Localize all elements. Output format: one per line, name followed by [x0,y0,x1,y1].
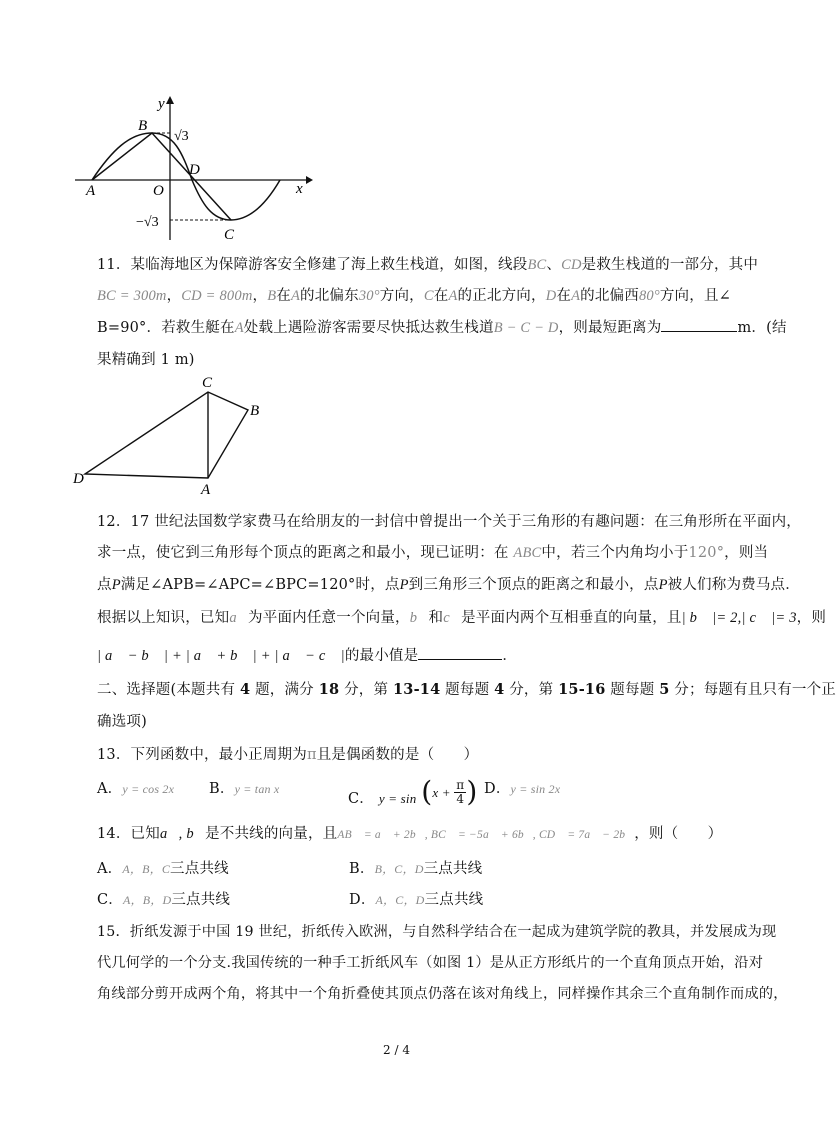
q14-text: ，则（ ） [634,826,723,842]
option-text: 三点共线 [424,892,484,908]
option-label: A． [97,781,123,797]
q13-pi: π [306,747,317,763]
q12-text: 是平面内两个互相垂直的向量，且 [461,610,682,626]
q11-a: A [290,288,301,304]
section-num: 13-14 [393,681,441,698]
q14-condition: AB⃗ = a⃗ + 2b⃗, BC⃗ = −5a⃗ + 6b⃗, CD⃗ = 7a⃗ − 2b⃗ [337,829,635,841]
option-label: B． [209,781,235,797]
section-text: 题每题 [440,682,495,698]
quad-outline [85,392,248,478]
q11-cd: CD [561,257,582,273]
page-number: 2 / 4 [383,1043,410,1057]
q12-text: 到三角形三个顶点的距离之和最小，点 [408,577,659,593]
q12-text: 的最小值是 [344,648,419,664]
q12-vec-c: c⃗ [443,610,462,626]
q11-text: 在 [433,288,449,304]
q12-line2 [97,541,768,562]
q12-text: 点 [97,577,112,593]
q11-line2 [97,284,731,305]
q11-text: 的北偏东 [300,288,359,304]
option-text: 三点共线 [423,861,483,877]
q12-text: ，则 [796,610,827,626]
q15-line2 [97,952,763,972]
sine-curve [92,133,280,220]
label-x: x [296,181,303,197]
q11-path: B − C − D [493,320,559,336]
section-num: 18 [318,681,340,698]
q15-text: 角线部分剪开成两个角，将其中一个角折叠使其顶点仍落在该对角线上，同样操作其余三个直角制作而成的， [97,986,788,1002]
fig-label-b: B [250,403,260,419]
q15-text: 15．折纸发源于中国 19 世纪，折纸传入欧洲，与自然科学结合在一起成为建筑学院的教具，并发展成为现 [97,924,777,940]
y-axis-arrow [166,96,174,104]
q12-text: 被人们称为费马点． [667,577,800,593]
label-a: A [86,183,96,199]
option-label: C． [348,791,374,807]
q11-a: A [571,288,581,304]
q14-vecs: a⃗, b⃗ [159,826,206,842]
q14-row1 [97,857,517,877]
q12-expression: | a⃗ − b⃗ | + | a⃗ + b⃗ | + | a⃗ − c⃗ | [97,648,345,664]
q11-deg2: 80° [638,288,660,304]
option-points: A，C，D [375,893,425,907]
paren-left: ( [421,775,433,808]
q13-option-d[interactable] [484,777,560,798]
q12-text: 满足∠APB=∠APC=∠BPC=120°时，点 [120,577,400,593]
q11-text: 处载上遇险游客需要尽快抵达救生栈道 [243,320,494,336]
q14-option-a[interactable] [97,857,229,878]
section-text: 二、选择题(本题共有 [97,682,240,698]
q12-p: P [111,577,121,593]
q11-bc: BC [527,257,547,273]
q15-text: 代几何学的一个分支.我国传统的一种手工折纸风车（如图 1）是从正方形纸片的一个直角顶点开始，沿对 [97,955,764,971]
label-y: y [158,96,165,112]
label-neg-sqrt3: −√3 [136,215,159,230]
section-text: 分，第 [339,682,393,698]
option-label: A． [97,861,123,877]
q11-text: ， [166,288,182,304]
section-text: 分，第 [504,682,559,698]
q11-bc-val: BC = 300m [97,288,167,304]
q11-text: 11．某临海地区为保障游客安全修建了海上救生栈道，如图，线段 [97,257,528,273]
section-text: 题每题 [605,682,660,698]
q15-line3 [97,983,788,1003]
q14-text: 14．已知 [97,826,160,842]
label-b: B [138,118,148,134]
trestle-figure [68,372,278,502]
q13-option-b[interactable] [209,777,279,798]
option-text: 三点共线 [171,892,231,908]
label-o: O [153,183,164,199]
label-d: D [189,162,200,178]
option-formula: y = tan x [234,782,280,796]
fig-label-d: D [73,471,84,487]
section-text: 确选项) [97,714,147,730]
q11-cd-val: CD = 800m [181,288,253,304]
q11-text: 的正北方向， [457,288,546,304]
q12-text: 12．17 世纪法国数学家费马在给朋友的一封信中曾提出一个关于三角形的有趣问题：在三角形所在平面内， [97,514,802,530]
q14-option-d[interactable] [349,888,483,909]
q14-option-b[interactable] [349,857,482,878]
fraction-num: π [456,777,465,792]
q11-text: m．(结 [737,320,787,336]
q12-text: 求一点，使它到三角形每个顶点的距离之和最小，现已证明：在 [97,545,509,561]
option-text: 三点共线 [170,861,229,877]
q14-row2 [97,888,517,908]
option-formula: x + [432,785,455,800]
q13-options [97,777,577,807]
q13-option-a[interactable] [97,777,174,798]
section-num: 4 [494,681,505,698]
option-points: B，C，D [374,862,424,876]
q11-line4 [97,348,195,369]
fraction [454,779,466,806]
option-points: A，B，C [122,862,171,876]
q12-line3 [97,573,800,594]
q15-line1 [97,921,776,941]
sine-graph-figure [70,90,320,250]
q14-stem [97,822,722,843]
fraction-den: 4 [456,791,465,806]
q11-c: C [423,288,434,304]
q12-text: 为平面内任意一个向量， [248,610,410,626]
q12-text: ． [502,648,518,664]
q11-d: D [545,288,557,304]
option-formula: y = cos 2x [122,782,175,796]
q11-answer-blank[interactable] [661,317,737,332]
q11-text: B=90°．若救生艇在 [97,320,235,336]
fig-label-a: A [201,482,211,498]
label-sqrt3: √3 [174,129,189,144]
paren-right: ) [466,775,478,808]
q13-text: 且是偶函数的是（ ） [316,747,479,763]
x-axis-arrow [306,176,313,184]
q11-text: 方向，且∠ [659,288,732,304]
q12-line5 [97,644,517,665]
q12-deg: 120° [688,545,725,561]
q12-text: 根据以上知识，已知 [97,610,230,626]
section-num: 4 [239,681,251,698]
section-num: 5 [659,681,670,698]
option-formula: y = sin [378,791,417,806]
q12-text: ，则当 [724,545,769,561]
q12-vec-b: b⃗ [409,610,429,626]
q14-text: 是不共线的向量，且 [205,826,338,842]
q11-text: 的北偏西 [580,288,639,304]
option-label: D． [349,892,376,908]
label-c: C [224,227,235,243]
section2-line2 [97,710,147,731]
q11-text: 果精确到 1 m) [97,352,195,368]
option-label: B． [349,861,375,877]
q11-deg1: 30° [358,288,380,304]
q11-text: ， [252,288,268,304]
section-text: 题，满分 [250,682,319,698]
q13-text: 13．下列函数中，最小正周期为 [97,747,307,763]
q12-vec-a: a⃗ [229,610,249,626]
section-text: 分；每题有且只有一个正 [669,682,836,698]
q12-answer-blank[interactable] [418,645,502,660]
q14-option-c[interactable] [97,888,230,909]
q12-p: P [658,577,668,593]
q13-stem [97,743,478,764]
q11-text: 在 [556,288,572,304]
q12-text: 中，若三个内角均小于 [541,545,689,561]
option-label: C． [97,892,123,908]
option-points: A，B，D [123,893,172,907]
q11-line1 [97,253,758,274]
q12-line4 [97,606,826,627]
q11-text: 方向， [379,288,424,304]
option-label: D． [484,781,511,797]
section-num: 15-16 [558,681,606,698]
q12-abc: ABC [513,545,542,561]
polyline-abcd [92,133,231,220]
option-formula: y = sin 2x [510,782,561,796]
q11-b: B [267,288,277,304]
q11-sep: 、 [546,257,562,273]
fig-label-c: C [202,375,213,391]
section2-line1 [97,678,836,699]
q13-option-c[interactable] [348,771,477,807]
q12-p: P [399,577,409,593]
q12-text: 和 [428,610,444,626]
q12-line1 [97,510,801,531]
q11-text: 是救生栈道的一部分，其中 [581,257,759,273]
q11-a: A [234,320,244,336]
q11-text: ，则最短距离为 [558,320,662,336]
q11-text: 在 [276,288,291,304]
q11-line3 [97,316,787,337]
q12-condition: | b⃗ |= 2,| c⃗ |= 3 [681,610,797,626]
q11-a: A [448,288,458,304]
